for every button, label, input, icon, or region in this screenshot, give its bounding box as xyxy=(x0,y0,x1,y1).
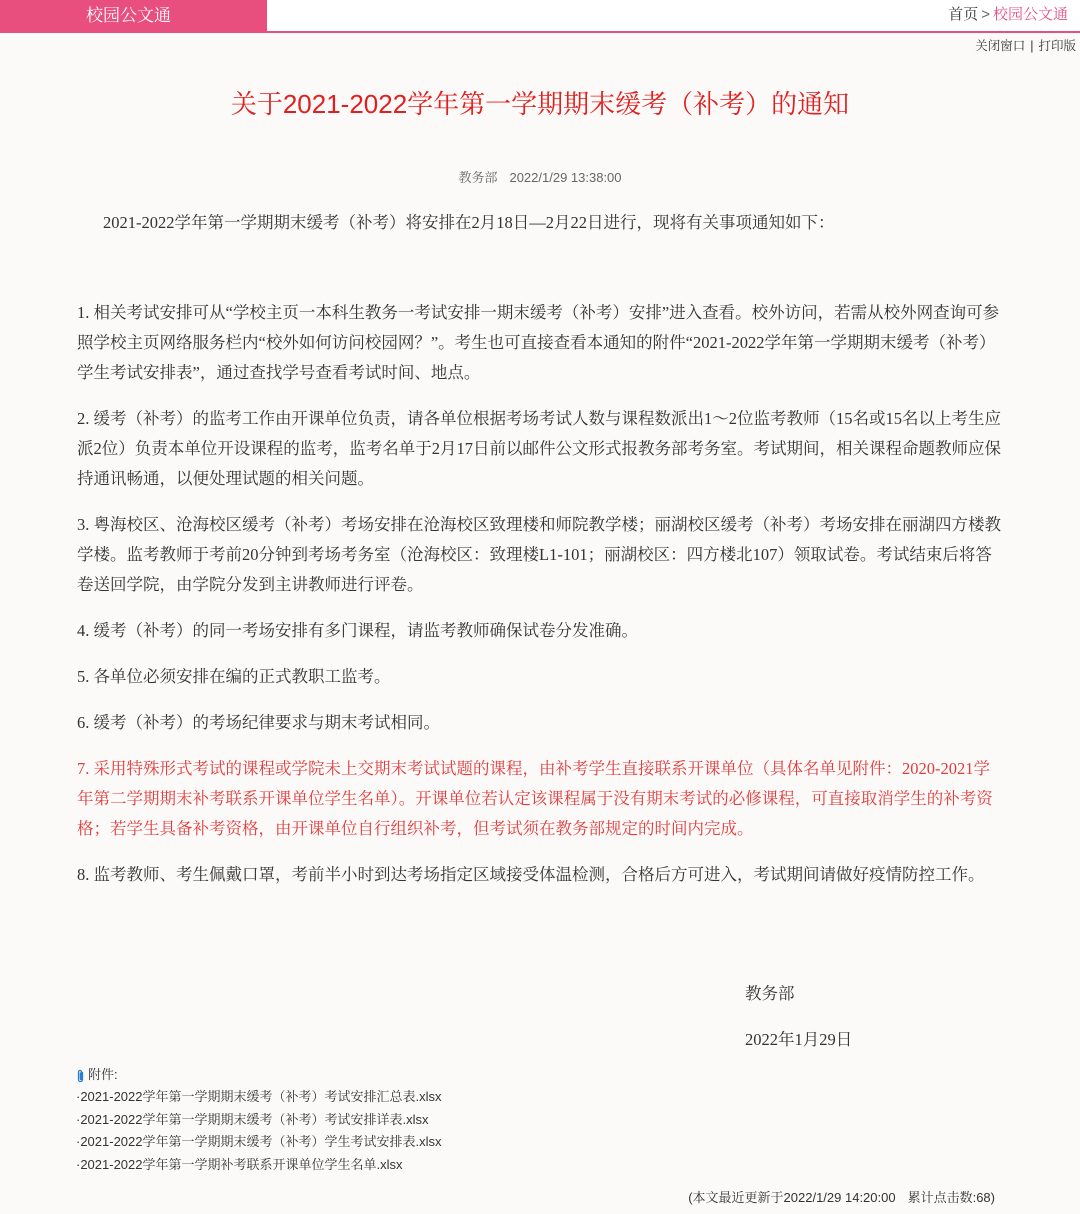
attachment-link[interactable]: ·2021-2022学年第一学期补考联系开课单位学生名单.xlsx xyxy=(76,1156,403,1172)
publish-datetime: 2022/1/29 13:38:00 xyxy=(509,170,622,185)
page-tools xyxy=(975,36,1076,54)
attachments-label: 附件: xyxy=(88,1067,118,1082)
signature-department: 教务部 xyxy=(745,984,795,1003)
last-updated: (本文最近更新于2022/1/29 14:20:00 xyxy=(688,1190,896,1205)
signature-date: 2022年1月29日 xyxy=(745,1030,853,1049)
publisher-department: 教务部 xyxy=(458,170,498,185)
notice-item-7: 7. 采用特殊形式考试的课程或学院未上交期末考试试题的课程，由补考学生直接联系开课单位（具体名单见附件：2020-2021学年第二学期期末补考联系开课单位学生名单）。开课单位若认定该课程属于没有期末考试的必修课程，可直接取消学生的补考资格；若学生具备补考资格，由开课单位自行组织补考，但考试须在教务部规定的时间内完成。 xyxy=(77,759,993,838)
breadcrumb-separator: > xyxy=(981,6,990,23)
notice-item-4: 4. 缓考（补考）的同一考场安排有多门课程，请监考教师确保试卷分发准确。 xyxy=(77,621,638,640)
notice-item-8: 8. 监考教师、考生佩戴口罩，考前半小时到达考场指定区域接受体温检测，合格后方可进入，考试期间请做好疫情防控工作。 xyxy=(77,865,985,884)
attachment-link[interactable]: ·2021-2022学年第一学期期末缓考（补考）考试安排汇总表.xlsx xyxy=(76,1089,442,1104)
notice-item-6: 6. 缓考（补考）的考场纪律要求与期末考试相同。 xyxy=(77,713,440,732)
tools-separator: | xyxy=(1030,39,1034,53)
print-version-link[interactable]: 打印版 xyxy=(1038,39,1076,53)
attachment-link[interactable]: ·2021-2022学年第一学期期末缓考（补考）考试安排详表.xlsx xyxy=(76,1111,429,1127)
paperclip-icon xyxy=(76,1068,85,1082)
attachments-section xyxy=(76,1064,442,1176)
site-brand[interactable]: 校园公文通 xyxy=(0,0,267,31)
notice-item-2: 2. 缓考（补考）的监考工作由开课单位负责，请各单位根据考场考试人数与课程数派出1～2位监考教师（15名或15名以上考生应派2位）负责本单位开设课程的监考，监考名单于2月17日前以邮件公文形式报教务部考务室。考试期间，相关课程命题教师应保持通讯畅通，以便处理试题的相关问题。 xyxy=(77,409,1001,488)
article-meta xyxy=(0,167,1080,186)
article-body xyxy=(77,208,1005,906)
intro-paragraph: 2021-2022学年第一学期期末缓考（补考）将安排在2月18日—2月22日进行，现将有关事项通知如下： xyxy=(103,213,835,232)
notice-item-1: 1. 相关考试安排可从“学校主页一本科生教务一考试安排一期末缓考（补考）安排”进入查看。校外访问，若需从校外网查询可参照学校主页网络服务栏内“校外如何访问校园网？”。考生也可直接查看本通知的附件“2021-2022学年第一学期期末缓考（补考）学生考试安排表”，通过查找学号查看考试时间、地点。 xyxy=(77,303,1000,382)
notice-item-5: 5. 各单位必须安排在编的正式教职工监考。 xyxy=(77,667,391,686)
breadcrumb-home-link[interactable]: 首页 xyxy=(948,6,979,23)
attachment-link[interactable]: ·2021-2022学年第一学期期末缓考（补考）学生考试安排表.xlsx xyxy=(76,1134,442,1149)
notice-item-3: 3. 粤海校区、沧海校区缓考（补考）考场安排在沧海校区致理楼和师院教学楼；丽湖校区缓考（补考）考场安排在丽湖四方楼教学楼。监考教师于考前20分钟到考场考务室（沧海校区：致理楼L1-101；丽湖校区：四方楼北107）领取试卷。考试结束后将答卷送回学院，由学院分发到主讲教师进行评卷。 xyxy=(77,515,1001,594)
page-footer xyxy=(688,1187,995,1206)
click-count: 累计点击数:68) xyxy=(907,1190,995,1205)
attachments-header xyxy=(76,1064,442,1086)
close-window-link[interactable]: 关闭窗口 xyxy=(975,39,1026,53)
top-bar xyxy=(0,0,1080,33)
breadcrumb-current-link[interactable]: 校园公文通 xyxy=(992,6,1068,23)
breadcrumb xyxy=(948,0,1068,31)
page-title: 关于2021-2022学年第一学期期末缓考（补考）的通知 xyxy=(230,89,850,119)
